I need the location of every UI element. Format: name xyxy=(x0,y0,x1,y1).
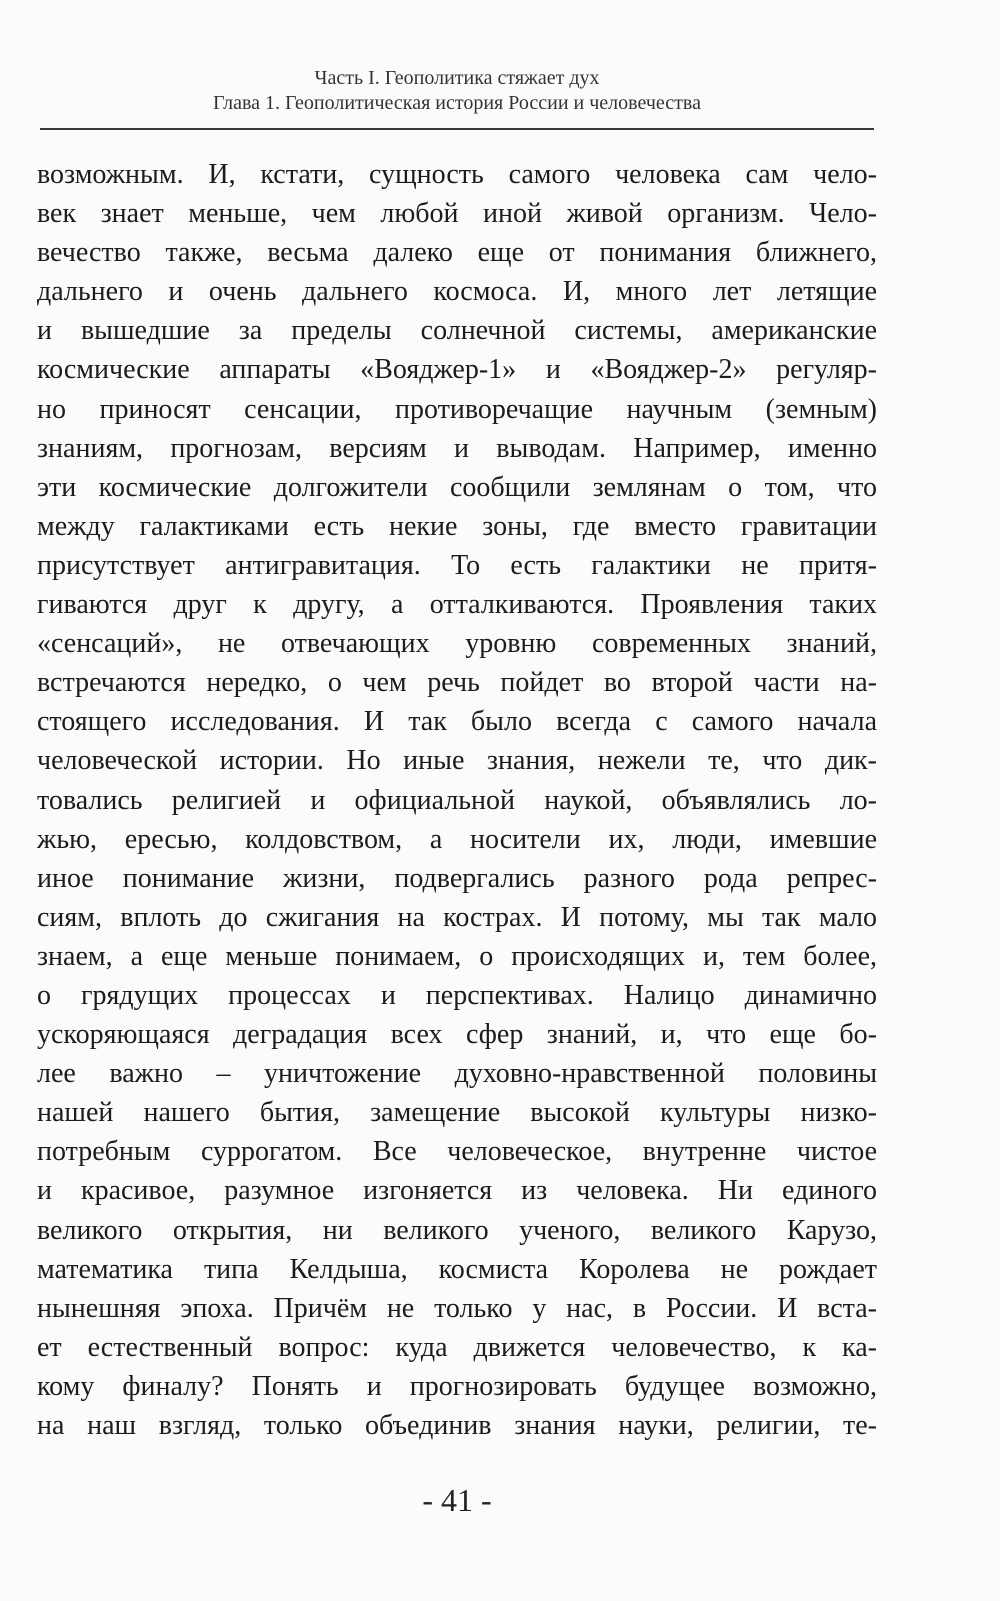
text-line: гиваются друг к другу, а отталкиваются. Проявления таких xyxy=(37,589,877,621)
text-line: на наш взгляд, только объединив знания науки, религии, те- xyxy=(37,1410,877,1441)
text-line: дальнего и очень дальнего космоса. И, много лет летящие xyxy=(37,276,877,308)
text-line: математика типа Келдыша, космиста Королева не рождает xyxy=(37,1253,877,1285)
running-head xyxy=(40,66,874,116)
page-number: - 41 - xyxy=(422,1482,492,1518)
text-line: стоящего исследования. И так было всегда с самого начала xyxy=(37,706,877,738)
text-line: ет естественный вопрос: куда движется человечество, к ка- xyxy=(37,1331,877,1363)
text-line: ускоряющаяся деградация всех сфер знаний, и, что еще бо- xyxy=(37,1019,877,1051)
text-line: век знает меньше, чем любой иной живой организм. Чело- xyxy=(37,198,877,230)
text-line: и красивое, разумное изгоняется из человека. Ни единого xyxy=(37,1175,877,1207)
text-line: кому финалу? Понять и прогнозировать будущее возможно, xyxy=(37,1370,877,1402)
text-line: между галактиками есть некие зоны, где вместо гравитации xyxy=(37,510,877,542)
text-line: космические аппараты «Вояджер-1» и «Вояджер-2» регуляр- xyxy=(37,354,877,386)
text-line: возможным. И, кстати, сущность самого человека сам чело- xyxy=(37,159,877,190)
text-line: человеческой истории. Но иные знания, нежели те, что дик- xyxy=(37,745,877,777)
text-line: о грядущих процессах и перспективах. Налицо динамично xyxy=(37,979,877,1011)
text-line: потребным суррогатом. Все человеческое, внутренне чистое xyxy=(37,1136,877,1168)
text-line: «сенсаций», не отвечающих уровню современных знаний, xyxy=(37,628,877,660)
text-line: встречаются нередко, о чем речь пойдет во второй части на- xyxy=(37,667,877,699)
text-line: и вышедшие за пределы солнечной системы, американские xyxy=(37,315,877,347)
header-rule xyxy=(40,128,874,130)
text-line: знаниям, прогнозам, версиям и выводам. Например, именно xyxy=(37,432,877,464)
text-line: эти космические долгожители сообщили землянам о том, что xyxy=(37,471,877,503)
running-head-chapter: Глава 1. Геополитическая история России и человечества xyxy=(213,92,701,114)
text-line: нынешняя эпоха. Причём не только у нас, в России. И вста- xyxy=(37,1292,877,1324)
text-line: вечество также, весьма далеко еще от понимания ближнего, xyxy=(37,237,877,269)
text-line: присутствует антигравитация. То есть галактики не притя- xyxy=(37,549,877,581)
text-line: знаем, а еще меньше понимаем, о происходящих и, тем более, xyxy=(37,940,877,972)
text-line: лее важно – уничтожение духовно-нравственной половины xyxy=(37,1058,877,1090)
text-line: но приносят сенсации, противоречащие научным (земным) xyxy=(37,393,877,425)
running-head-part: Часть I. Геополитика стяжает дух xyxy=(314,67,600,89)
text-line: великого открытия, ни великого ученого, великого Карузо, xyxy=(37,1214,877,1246)
text-line: товались религией и официальной наукой, объявлялись ло- xyxy=(37,784,877,816)
text-line: сиям, вплоть до сжигания на кострах. И потому, мы так мало xyxy=(37,901,877,933)
text-line: нашей нашего бытия, замещение высокой культуры низко- xyxy=(37,1097,877,1129)
text-line: иное понимание жизни, подвергались разного рода репрес- xyxy=(37,862,877,894)
text-line: жью, ересью, колдовством, а носители их, люди, имевшие xyxy=(37,823,877,855)
body-text xyxy=(37,155,877,1445)
